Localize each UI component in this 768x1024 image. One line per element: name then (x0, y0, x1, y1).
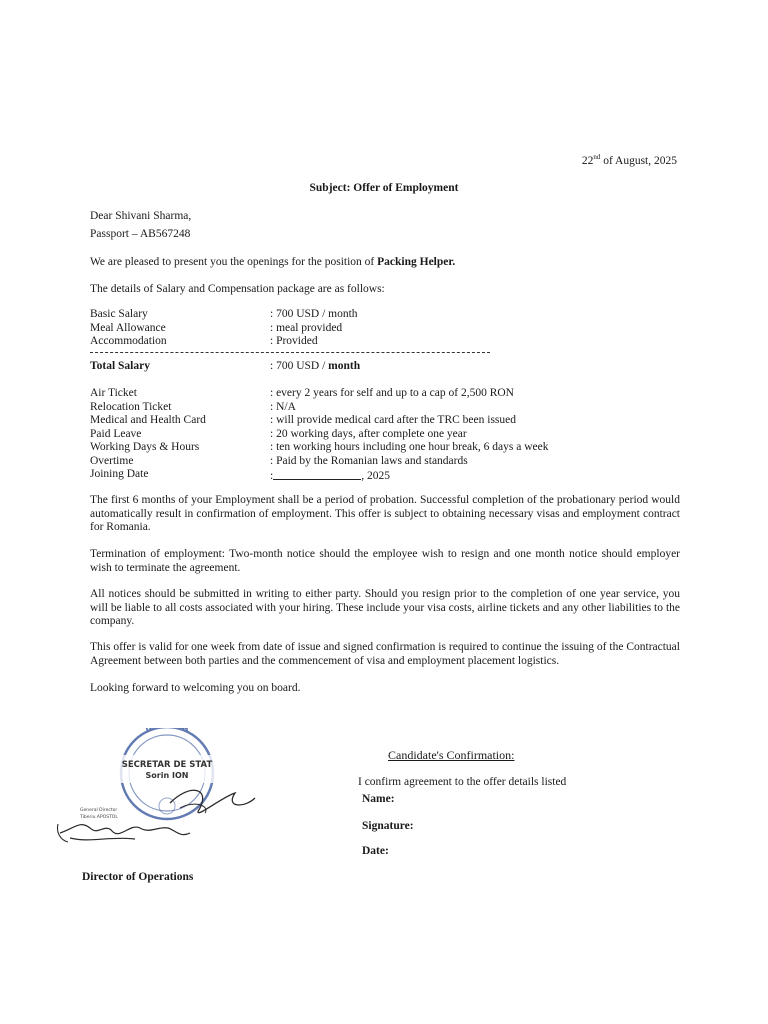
date-suffix: nd (593, 153, 601, 161)
benefit-label: Overtime (90, 454, 134, 467)
benefit-row (90, 428, 690, 442)
date-field-label: Date: (362, 845, 389, 857)
letter-date (0, 155, 677, 169)
benefit-value: : ten working hours including one hour break, 6 days a week (270, 441, 549, 453)
official-stamp-seal (50, 728, 270, 868)
benefit-value: : N/A (270, 400, 296, 413)
benefit-value: : 20 working days, after complete one year (270, 427, 467, 440)
stamp-ring-text (143, 728, 191, 733)
joining-colon: : (270, 470, 274, 482)
benefit-row (90, 387, 690, 401)
benefit-value: : Paid by the Romanian laws and standards (270, 454, 468, 467)
salary-row-meal (90, 322, 690, 336)
validity-paragraph: This offer is valid for one week from date of issue and signed confirmation is required to continue the issuing of the Contractual Agreement between both parties and the commencement of visa and employment placement logistics. (90, 641, 680, 667)
salary-value: : Provided (270, 335, 318, 347)
stamp-and-signature (50, 728, 270, 868)
total-salary-row (90, 360, 690, 374)
name-field-label: Name: (362, 793, 395, 805)
benefit-label: Relocation Ticket (90, 400, 172, 413)
benefit-label: Air Ticket (90, 387, 137, 399)
stamp-name: Sorin ION (145, 771, 189, 780)
closing-paragraph: Looking forward to welcoming you on board. (90, 682, 301, 694)
salary-row-basic (90, 308, 690, 322)
salary-row-accommodation (90, 335, 690, 349)
benefit-label: Medical and Health Card (90, 414, 206, 426)
salary-label: Basic Salary (90, 308, 148, 320)
dashed-separator (90, 350, 490, 353)
svg-text:ROMÂNIA (143, 728, 191, 733)
total-value-unit: month (328, 360, 361, 372)
benefit-label: Working Days & Hours (90, 441, 200, 453)
date-rest: of August, 2025 (600, 155, 677, 167)
signatory-title: Director of Operations (82, 871, 194, 883)
stamp-small-line2: Tiberiu APOSTOL (80, 815, 118, 820)
benefit-label: Paid Leave (90, 427, 142, 440)
intro-paragraph (90, 256, 680, 270)
benefit-row (90, 414, 690, 428)
notices-paragraph: All notices should be submitted in writing to either party. Should you resign prior to the completion of one year service, you will be liable to all costs associated with your hiring. These include your visa costs, airline tickets and any other liabilities to the company. (90, 588, 680, 628)
benefit-value: : will provide medical card after the TRC been issued (270, 414, 517, 426)
joining-year: , 2025 (361, 470, 390, 482)
salary-value: : meal provided (270, 321, 343, 334)
joining-label: Joining Date (90, 468, 149, 480)
confirmation-statement: I confirm agreement to the offer details listed (358, 776, 567, 788)
joining-date-blank (273, 468, 361, 480)
benefit-row (90, 401, 690, 415)
benefit-value: : every 2 years for self and up to a cap of 2,500 RON (270, 387, 514, 399)
benefit-row (90, 455, 690, 469)
position-title: Packing Helper. (377, 256, 456, 268)
total-label: Total Salary (90, 360, 150, 372)
confirmation-title: Candidate's Confirmation: (388, 748, 515, 762)
termination-paragraph: Termination of employment: Two-month notice should the employee wish to resign and one month notice should employer wish to terminate the agreement. (90, 548, 680, 574)
signature-field-label: Signature: (362, 820, 414, 832)
benefit-row (90, 441, 690, 455)
salutation: Dear Shivani Sharma, (90, 210, 192, 222)
total-value-prefix: : 700 USD / (270, 360, 329, 372)
stamp-small-line1: General Director (80, 808, 118, 813)
intro-text: We are pleased to present you the openings for the position of (90, 256, 378, 268)
joining-value (270, 468, 390, 484)
probation-paragraph: The first 6 months of your Employment shall be a period of probation. Successful completion of the probationary period would automatically result in confirmation of employment. This offer is subject to obtaining necessary visas and employment contract for Romania. (90, 494, 680, 534)
total-value (270, 360, 360, 374)
subject-line: Subject: Offer of Employment (309, 182, 459, 194)
date-day: 22 (581, 155, 594, 167)
stamp-title: SECRETAR DE STAT (121, 760, 213, 770)
passport-number: Passport – AB567248 (90, 228, 191, 240)
salary-value: : 700 USD / month (270, 308, 358, 320)
salary-label: Accommodation (90, 335, 167, 347)
salary-label: Meal Allowance (90, 321, 166, 334)
package-intro: The details of Salary and Compensation package are as follows: (90, 283, 385, 295)
joining-date-row (90, 468, 690, 482)
